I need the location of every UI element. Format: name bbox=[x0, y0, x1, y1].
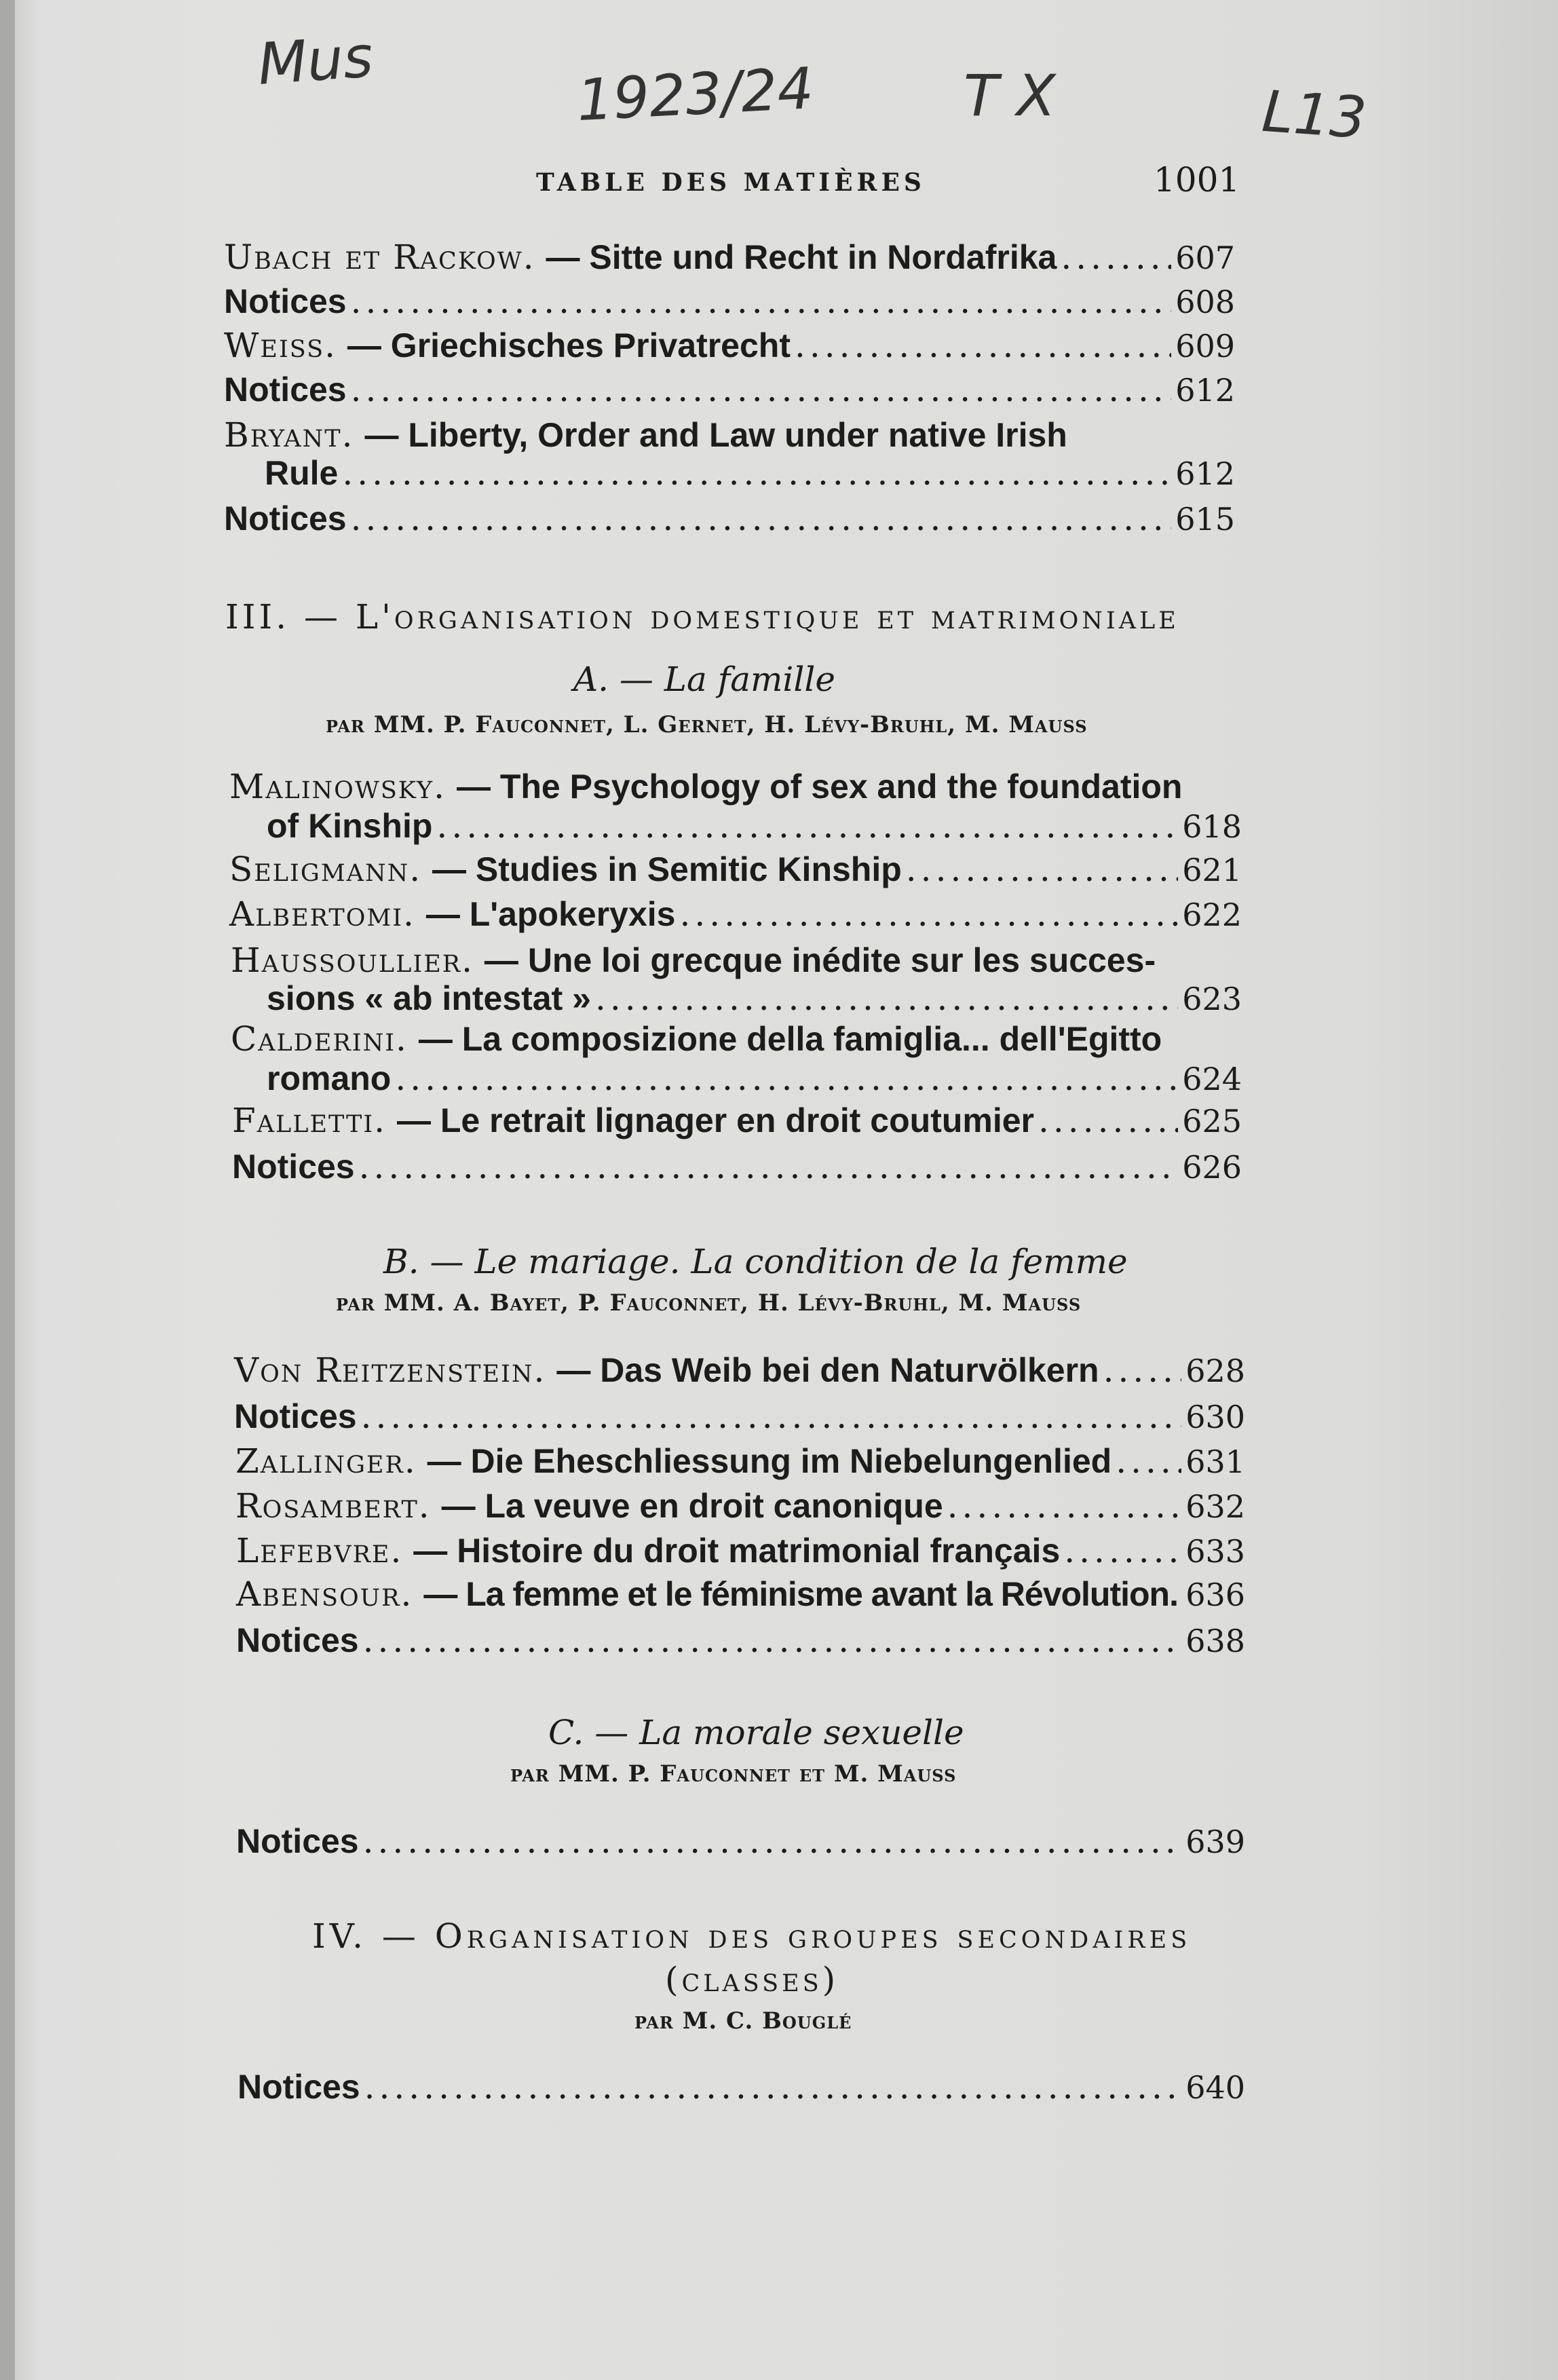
toc-entry-continuation bbox=[265, 453, 1235, 493]
toc-entry bbox=[224, 238, 1235, 277]
entry-title: Notices bbox=[232, 1148, 355, 1186]
byline: par MM. A. Bayet, P. Fauconnet, H. Lévy-Bruhl, M. Mauss bbox=[336, 1289, 1082, 1317]
entry-title: Notices bbox=[224, 499, 347, 537]
entry-title: — Das Weib bei den Naturvölkern bbox=[556, 1351, 1099, 1389]
page-number: 1001 bbox=[1154, 160, 1240, 200]
toc-entry bbox=[229, 894, 1242, 934]
entry-title: Notices bbox=[224, 282, 347, 320]
entry-title: — The Psychology of sex and the foundation bbox=[456, 768, 1183, 806]
toc-entry bbox=[236, 1621, 1245, 1660]
entry-page: 626 bbox=[1182, 1149, 1242, 1186]
entry-author: Seligmann. bbox=[229, 850, 422, 889]
entry-page: 618 bbox=[1182, 808, 1242, 845]
entry-page: 636 bbox=[1185, 1576, 1245, 1613]
entry-title: Notices bbox=[236, 1822, 359, 1860]
entry-title: — Studies in Semitic Kinship bbox=[432, 850, 902, 888]
entry-author: Zallinger. bbox=[235, 1441, 417, 1481]
entry-title: — La veuve en droit canonique bbox=[441, 1487, 943, 1525]
entry-page: 622 bbox=[1182, 896, 1242, 933]
toc-entry bbox=[232, 1101, 1242, 1140]
subsection-heading: A. — La famille bbox=[573, 660, 835, 699]
entry-page: 631 bbox=[1185, 1443, 1245, 1480]
entry-title: — Griechisches Privatrecht bbox=[347, 326, 791, 364]
entry-author: Ubach et Rackow. bbox=[224, 238, 535, 277]
entry-page: 607 bbox=[1175, 240, 1235, 276]
entry-author: Abensour. bbox=[236, 1574, 413, 1614]
handwritten-note-4: L13 bbox=[1259, 77, 1369, 152]
entry-title: Notices bbox=[236, 1621, 359, 1659]
entry-title: — Le retrait lignager en droit coutumier bbox=[396, 1101, 1035, 1139]
entry-page: 608 bbox=[1175, 284, 1235, 320]
byline: par MM. P. Fauconnet, L. Gernet, H. Lévy-Bruhl, M. Mauss bbox=[326, 711, 1088, 738]
entry-page: 638 bbox=[1185, 1623, 1245, 1659]
entry-page: 633 bbox=[1185, 1533, 1245, 1570]
section-heading-continuation: (classes) bbox=[665, 1960, 839, 1999]
entry-author: Von Reitzenstein. bbox=[234, 1350, 546, 1390]
entry-author: Falletti. bbox=[232, 1101, 387, 1140]
entry-title: Notices bbox=[234, 1397, 357, 1435]
section-heading: III. — L'organisation domestique et matrimoniale bbox=[225, 597, 1179, 637]
handwritten-note-1: Mus bbox=[255, 23, 375, 98]
entry-page: 612 bbox=[1175, 455, 1235, 492]
entry-title: — L'apokeryxis bbox=[425, 895, 676, 933]
entry-author: Lefebvre. bbox=[236, 1531, 403, 1570]
toc-entry bbox=[229, 850, 1242, 889]
entry-author: Calderini. bbox=[231, 1019, 408, 1059]
toc-entry bbox=[229, 767, 1242, 806]
toc-entry bbox=[234, 1350, 1245, 1390]
handwritten-note-2: 1923/24 bbox=[575, 54, 816, 134]
entry-page: 623 bbox=[1182, 981, 1242, 1017]
toc-entry-continuation bbox=[267, 806, 1242, 846]
toc-entry bbox=[224, 370, 1235, 409]
entry-author: Malinowsky. bbox=[229, 767, 446, 806]
toc-entry bbox=[224, 415, 1235, 455]
entry-title: sions « ab intestat » bbox=[267, 979, 591, 1017]
toc-entry bbox=[235, 1486, 1245, 1526]
entry-page: 628 bbox=[1185, 1353, 1245, 1389]
entry-page: 624 bbox=[1182, 1061, 1242, 1097]
entry-title: Notices bbox=[238, 2068, 360, 2106]
byline: par M. C. Bouglé bbox=[634, 2007, 852, 2035]
handwritten-note-3: T X bbox=[964, 62, 1056, 129]
entry-title: — Sitte und Recht in Nordafrika bbox=[546, 238, 1057, 276]
entry-author: Haussoullier. bbox=[231, 941, 474, 980]
toc-entry bbox=[224, 326, 1235, 365]
entry-title: — Die Eheschliessung im Niebelungenlied bbox=[427, 1442, 1112, 1480]
entry-title: of Kinship bbox=[267, 807, 433, 845]
entry-page: 612 bbox=[1175, 372, 1235, 409]
toc-entry bbox=[236, 1531, 1245, 1570]
toc-entry bbox=[236, 1821, 1245, 1861]
section-heading: IV. — Organisation des groupes secondaires bbox=[312, 1916, 1192, 1956]
entry-author: Bryant. bbox=[224, 415, 354, 455]
toc-entry bbox=[224, 282, 1235, 321]
toc-entry-continuation bbox=[267, 1059, 1242, 1098]
toc-entry bbox=[234, 1397, 1245, 1436]
subsection-heading: C. — La morale sexuelle bbox=[548, 1713, 964, 1752]
entry-author: Weiss. bbox=[224, 326, 337, 365]
toc-entry bbox=[231, 1019, 1242, 1059]
entry-title: romano bbox=[267, 1059, 392, 1097]
entry-page: 621 bbox=[1182, 852, 1242, 888]
entry-author: Albertomi. bbox=[229, 894, 415, 934]
entry-page: 630 bbox=[1185, 1399, 1245, 1435]
entry-page: 615 bbox=[1175, 501, 1235, 537]
toc-entry bbox=[224, 499, 1235, 538]
toc-entry bbox=[231, 941, 1242, 980]
toc-entry bbox=[235, 1441, 1245, 1481]
byline: par MM. P. Fauconnet et M. Mauss bbox=[510, 1760, 957, 1788]
toc-entry bbox=[238, 2067, 1245, 2107]
entry-page: 625 bbox=[1182, 1103, 1242, 1139]
entry-title: — Histoire du droit matrimonial français bbox=[413, 1532, 1061, 1570]
entry-title: Rule bbox=[265, 454, 339, 492]
entry-title: — La composizione della famiglia... dell'Egitto bbox=[418, 1020, 1162, 1058]
entry-page: 609 bbox=[1175, 328, 1235, 364]
subsection-heading: B. — Le mariage. La condition de la femme bbox=[383, 1242, 1128, 1281]
entry-title: — Une loi grecque inédite sur les succes- bbox=[484, 941, 1156, 979]
entry-title: Notices bbox=[224, 371, 347, 409]
entry-page: 632 bbox=[1185, 1488, 1245, 1525]
running-title: TABLE DES MATIÈRES bbox=[536, 168, 926, 197]
entry-title: — Liberty, Order and Law under native Irish bbox=[364, 416, 1067, 454]
entry-author: Rosambert. bbox=[235, 1486, 431, 1526]
entry-title: — La femme et le féminisme avant la Révolution. bbox=[423, 1575, 1178, 1613]
entry-page: 639 bbox=[1185, 1824, 1245, 1860]
toc-entry-continuation bbox=[267, 979, 1242, 1018]
entry-page: 640 bbox=[1185, 2069, 1245, 2106]
toc-entry bbox=[232, 1147, 1242, 1186]
toc-entry bbox=[236, 1574, 1245, 1614]
page-edge-shadow bbox=[0, 0, 15, 2380]
